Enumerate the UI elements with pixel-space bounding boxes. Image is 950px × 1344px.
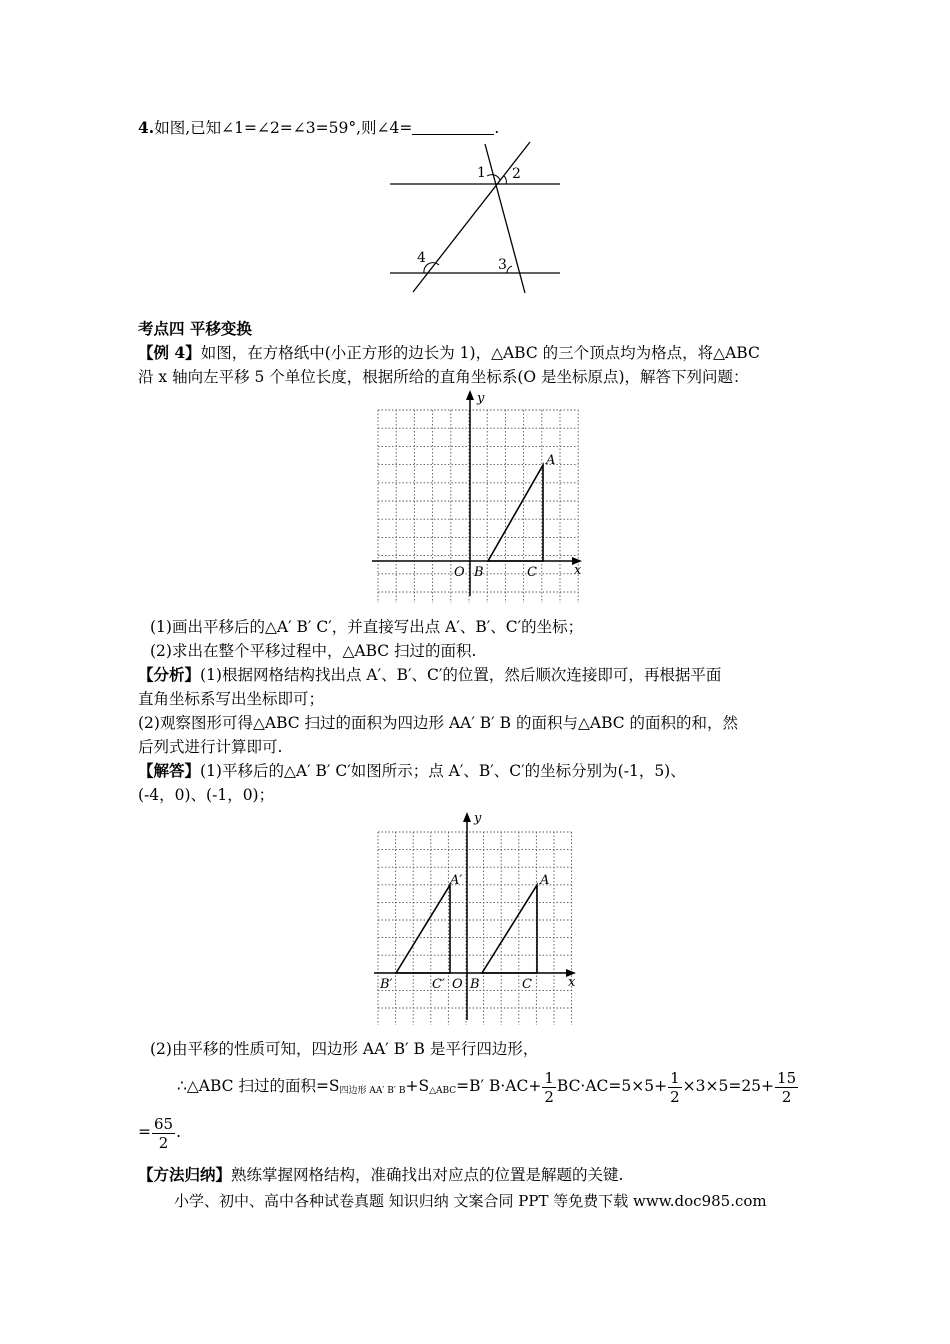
x-label: x [568, 975, 576, 990]
angle-3-arc [507, 266, 512, 273]
question-end: . [494, 119, 500, 137]
answer-text-1: (1)平移后的△A′ B′ C′如图所示；点 A′、B′、C′的坐标分别为(-1，5)、 [200, 762, 686, 780]
label-b-prime: B′ [380, 977, 393, 992]
answer-line-1 [138, 760, 818, 782]
label-c: C [527, 565, 537, 580]
label-1: 1 [477, 165, 486, 181]
answer-blank [412, 120, 494, 135]
subscript-quadrilateral: 四边形 AA′ B′ B [339, 1086, 406, 1096]
transversal-1 [413, 142, 530, 292]
method-summary [138, 1164, 818, 1186]
coordinate-grid-1 [366, 388, 591, 603]
label-a-prime: A′ [450, 873, 463, 888]
formula-mid-2: ×3×5=25+ [682, 1077, 775, 1095]
question-text: 如图,已知∠1=∠2=∠3=59°,则∠4= [154, 119, 413, 137]
fraction-half-1: $\frac{1}{2}$ [544, 1068, 554, 1106]
label-2: 2 [512, 166, 521, 182]
label-c-prime: C′ [432, 977, 445, 992]
angle-2-arc [504, 176, 506, 184]
example-line-2: 沿 x 轴向左平移 5 个单位长度，根据所给的直角坐标系(O 是坐标原点)，解答下列问题： [138, 368, 749, 386]
parallel-lines-figure [385, 140, 565, 300]
question-number: 4. [138, 118, 155, 137]
part2-line-1: (2)由平移的性质可知，四边形 AA′ B′ B 是平行四边形， [150, 1040, 539, 1058]
formula-prefix: ∴△ABC 扫过的面积=S [177, 1077, 340, 1095]
triangle-a-b-c-prime [396, 885, 450, 973]
y-label: y [474, 811, 482, 826]
label-a: A [540, 873, 550, 888]
analysis-tag: 【分析】 [138, 665, 201, 684]
result-end: . [176, 1123, 182, 1141]
y-label: y [477, 391, 485, 406]
x-label: x [574, 563, 582, 578]
section-title: 考点四 平移变换 [138, 319, 252, 338]
analysis-line-3: (2)观察图形可得△ABC 扫过的面积为四边形 AA′ B′ B 的面积与△ABC 的面积的和，然 [138, 714, 739, 732]
grid-lines [378, 832, 572, 1025]
fraction-65-over-2: $\frac{65}{2}$ [154, 1114, 174, 1152]
label-c: C [522, 977, 532, 992]
triangle-abc [482, 885, 537, 973]
result-equals: = [138, 1123, 151, 1141]
analysis-text-1: (1)根据网格结构找出点 A′、B′、C′的位置，然后顺次连接即可，再根据平面 [200, 666, 722, 684]
example-text-1: 如图，在方格纸中(小正方形的边长为 1)，△ABC 的三个顶点均为格点，将△ABC [200, 344, 760, 362]
answer-line-2: (-4，0)、(-1，0)； [138, 786, 275, 804]
subscript-triangle: △ABC [429, 1086, 457, 1096]
answer-tag: 【解答】 [138, 761, 201, 780]
label-o: O [454, 565, 465, 580]
example-tag: 【例 4】 [138, 343, 201, 362]
analysis-line-4: 后列式进行计算即可. [138, 738, 283, 756]
label-b: B [470, 977, 480, 992]
footer-text: 小学、初中、高中各种试卷真题 知识归纳 文案合同 PPT 等免费下载 www.doc985.com [174, 1192, 767, 1210]
question-2: (2)求出在整个平移过程中，△ABC 扫过的面积. [150, 642, 477, 660]
fraction-15-over-2: $\frac{15}{2}$ [777, 1068, 797, 1106]
method-tag: 【方法归纳】 [138, 1165, 232, 1184]
label-b: B [474, 565, 484, 580]
method-text: 熟练掌握网格结构，准确找出对应点的位置是解题的关键. [231, 1166, 624, 1184]
example-line-1 [138, 342, 818, 364]
analysis-line-2: 直角坐标系写出坐标即可； [138, 690, 325, 708]
y-axis-arrow [466, 390, 474, 400]
formula-plus-s: +S [405, 1077, 430, 1095]
label-a: A [546, 453, 556, 468]
label-o: O [452, 977, 463, 992]
label-4: 4 [417, 250, 426, 266]
question-1: (1)画出平移后的△A′ B′ C′，并直接写出点 A′、B′、C′的坐标； [150, 618, 584, 636]
y-axis-arrow [463, 812, 471, 822]
analysis-line-1 [138, 664, 818, 686]
area-formula [177, 1066, 857, 1111]
formula-mid-1: BC·AC=5×5+ [556, 1077, 668, 1095]
question-4 [138, 117, 818, 139]
coordinate-grid-2 [370, 808, 585, 1025]
formula-eq-1: =B′ B·AC+ [456, 1077, 542, 1095]
area-result [138, 1112, 818, 1152]
triangle-abc [488, 465, 543, 561]
fraction-half-2: $\frac{1}{2}$ [670, 1068, 680, 1106]
label-3: 3 [498, 257, 507, 273]
